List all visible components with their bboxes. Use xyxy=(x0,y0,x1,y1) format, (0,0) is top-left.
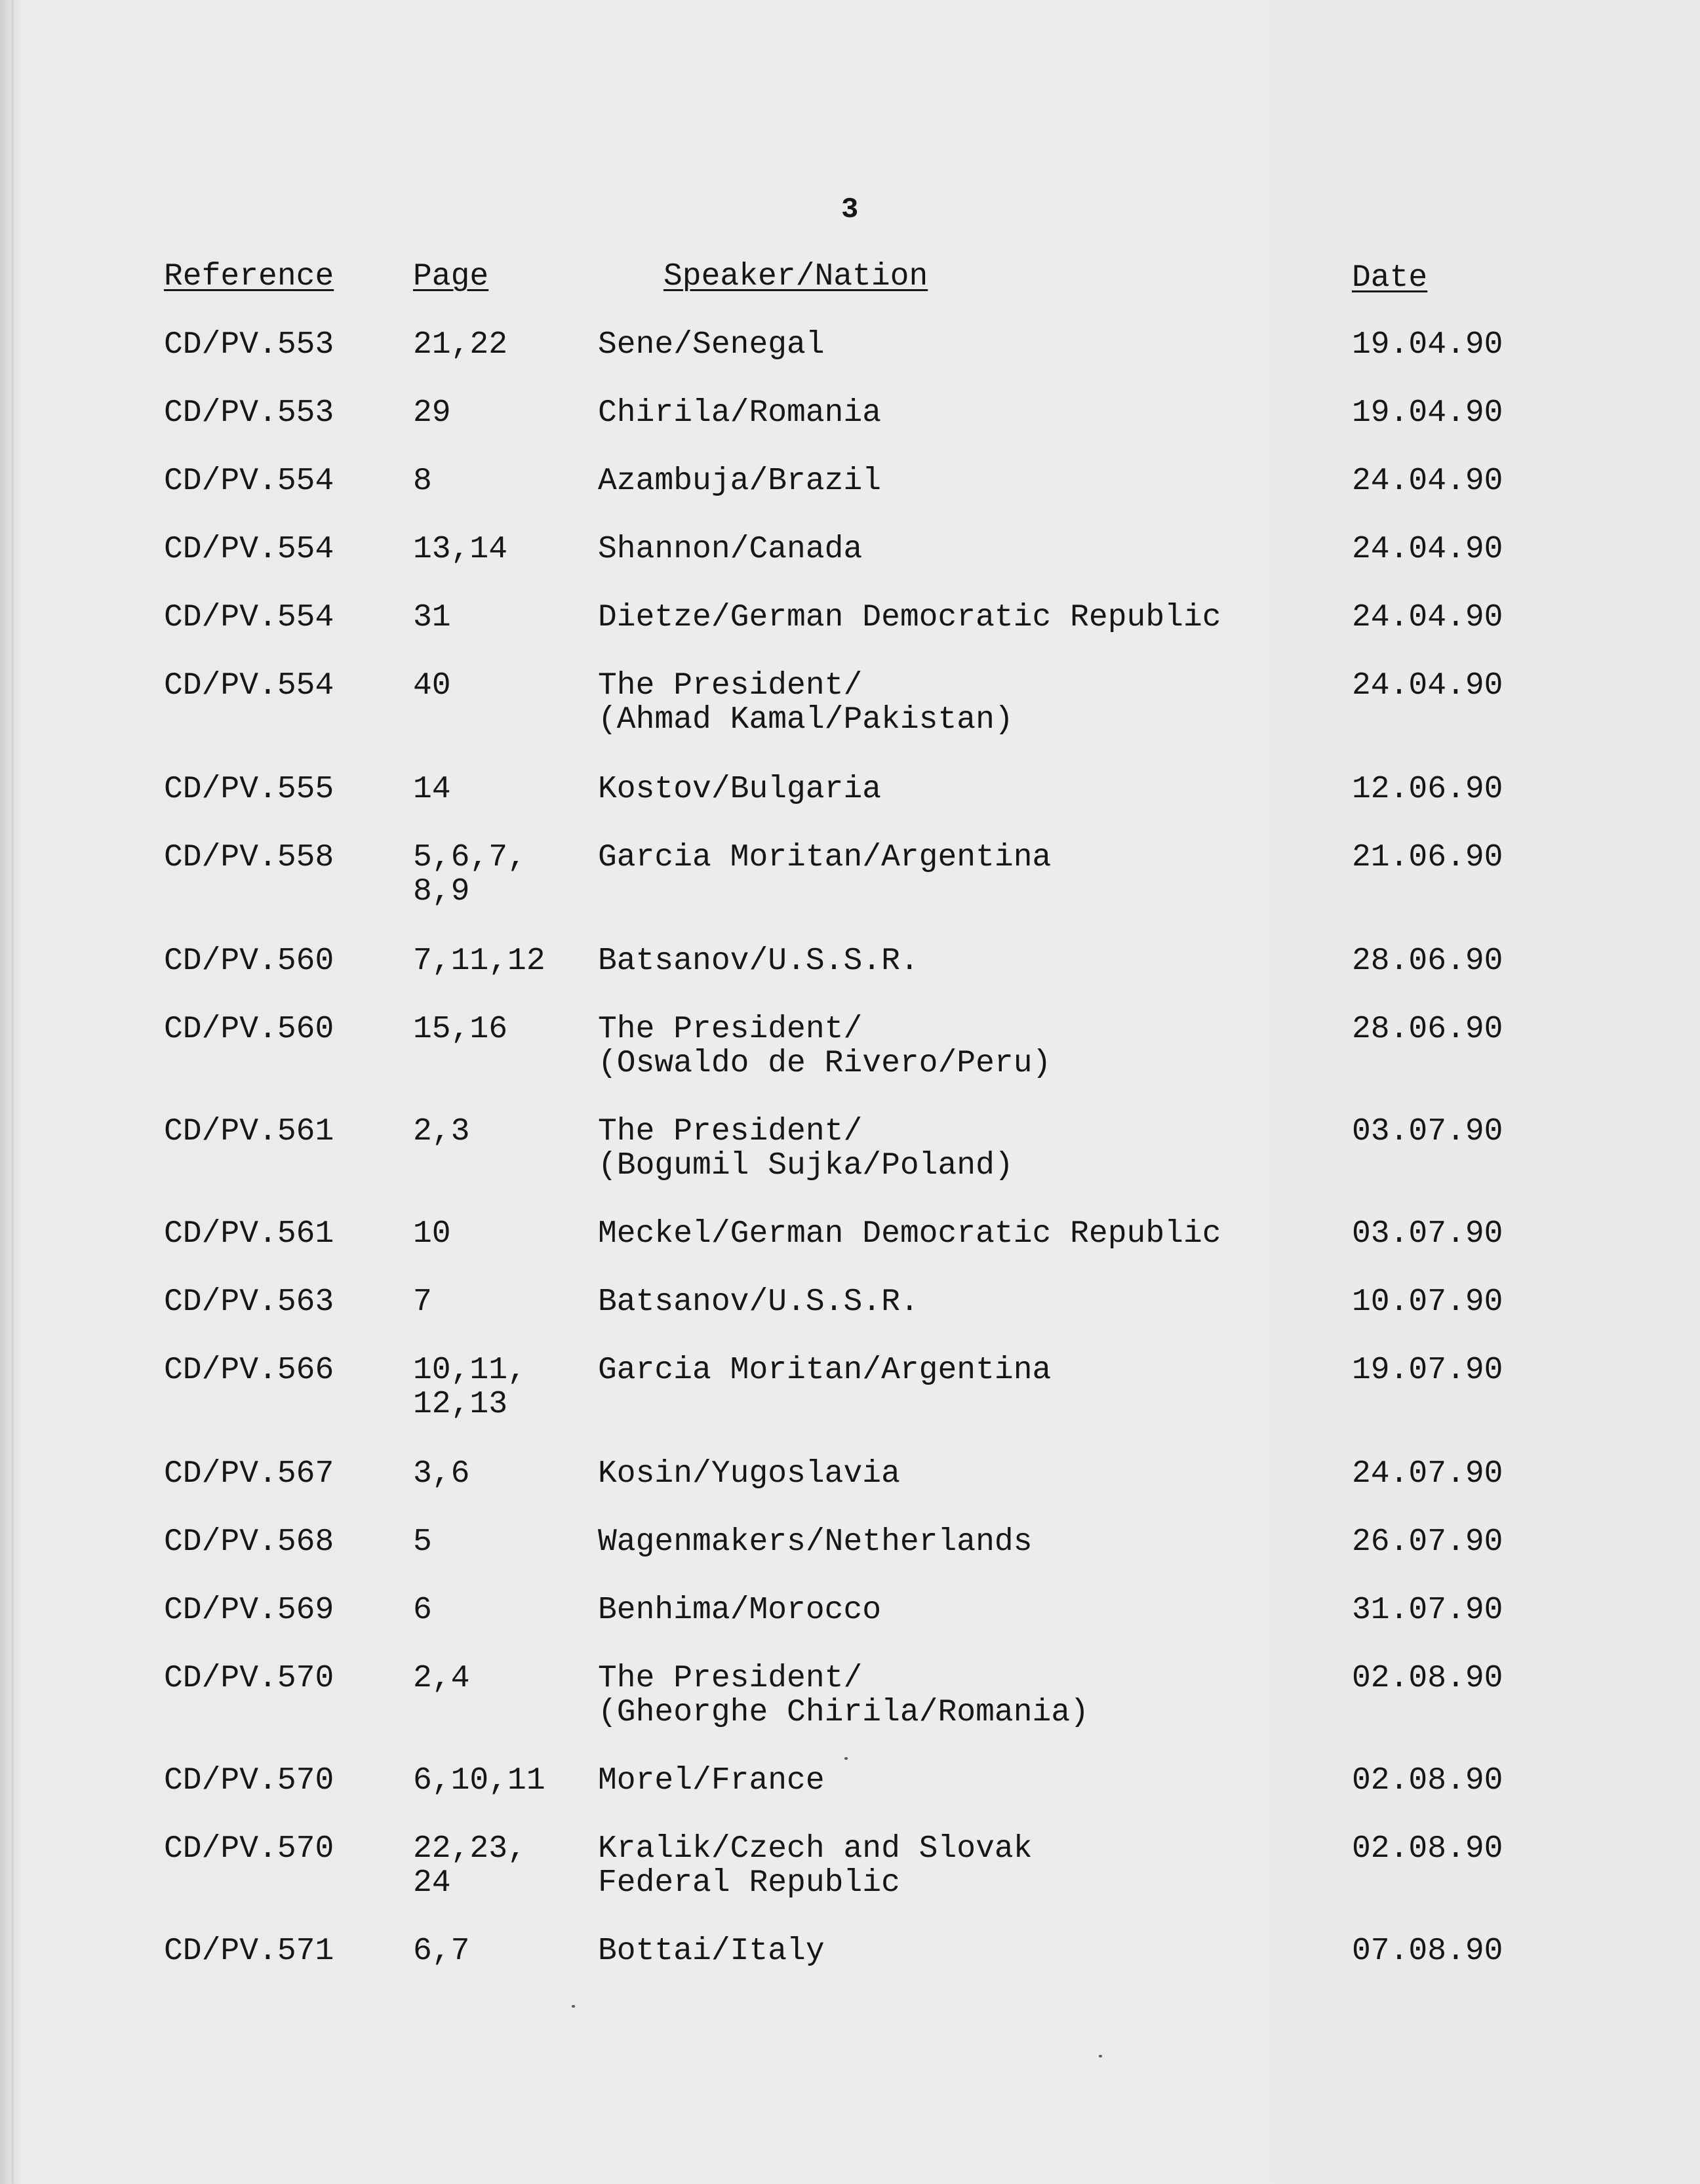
page-cell-line: 24 xyxy=(413,1865,451,1901)
page-cell-line: 6,7 xyxy=(413,1934,470,1969)
date-cell: 28.06.90 xyxy=(1352,943,1503,979)
page-cell xyxy=(413,1593,432,1627)
date-cell: 24.07.90 xyxy=(1352,1456,1503,1492)
page-cell xyxy=(413,1012,507,1046)
page-cell xyxy=(413,1353,526,1421)
page-cell xyxy=(413,396,451,430)
speaker-nation-cell-line: Benhima/Morocco xyxy=(598,1593,882,1628)
page-cell xyxy=(413,1525,432,1559)
date-cell: 24.04.90 xyxy=(1352,532,1503,567)
reference-cell: CD/PV.571 xyxy=(164,1934,334,1969)
header-speaker-nation: Speaker/Nation xyxy=(663,259,928,294)
speaker-nation-cell-line: Wagenmakers/Netherlands xyxy=(598,1524,1033,1560)
reference-cell: CD/PV.561 xyxy=(164,1216,334,1252)
page-cell-line: 6 xyxy=(413,1593,432,1628)
speaker-nation-cell xyxy=(598,601,1221,635)
date-cell: 07.08.90 xyxy=(1352,1934,1503,1969)
reference-cell: CD/PV.566 xyxy=(164,1353,334,1388)
page-cell-line: 3,6 xyxy=(413,1456,470,1492)
page-cell xyxy=(413,1934,469,1968)
page-cell-line: 2,3 xyxy=(413,1114,470,1149)
reference-cell: CD/PV.568 xyxy=(164,1524,334,1560)
date-cell: 24.04.90 xyxy=(1352,668,1503,704)
page-cell xyxy=(413,1285,432,1319)
page-cell xyxy=(413,772,451,806)
reference-cell: CD/PV.569 xyxy=(164,1593,334,1628)
page-cell xyxy=(413,841,526,909)
speaker-nation-cell xyxy=(598,772,881,806)
page-cell-line: 29 xyxy=(413,395,451,431)
page-cell-line: 31 xyxy=(413,600,451,635)
reference-cell: CD/PV.570 xyxy=(164,1763,334,1798)
page-cell xyxy=(413,1217,451,1251)
page-cell-line: 15,16 xyxy=(413,1012,508,1047)
page-cell xyxy=(413,532,507,566)
page-cell-line: 22,23, xyxy=(413,1831,526,1867)
speaker-nation-cell-line: The President/ xyxy=(598,1012,863,1047)
page-cell xyxy=(413,1457,469,1491)
page-cell-line: 6,10,11 xyxy=(413,1763,545,1798)
speaker-nation-cell-line: The President/ xyxy=(598,668,863,704)
page-cell xyxy=(413,328,507,362)
reference-cell: CD/PV.555 xyxy=(164,772,334,807)
date-cell: 12.06.90 xyxy=(1352,772,1503,807)
page-cell xyxy=(413,1661,469,1696)
speaker-nation-cell xyxy=(598,1353,1051,1387)
page-cell-line: 8,9 xyxy=(413,874,470,909)
speaker-nation-cell-line: Meckel/German Democratic Republic xyxy=(598,1216,1221,1252)
reference-cell: CD/PV.553 xyxy=(164,395,334,431)
scan-speck xyxy=(1099,2055,1102,2057)
speaker-nation-cell xyxy=(598,1593,881,1627)
speaker-nation-cell xyxy=(598,1764,825,1798)
date-cell: 31.07.90 xyxy=(1352,1593,1503,1628)
speaker-nation-cell xyxy=(598,1012,1051,1081)
header-reference: Reference xyxy=(164,259,334,294)
reference-cell: CD/PV.554 xyxy=(164,464,334,499)
speaker-nation-cell xyxy=(598,1934,825,1968)
page-cell xyxy=(413,601,451,635)
speaker-nation-cell xyxy=(598,1115,1014,1183)
speaker-nation-cell-line: Chirila/Romania xyxy=(598,395,882,431)
speaker-nation-cell-line: (Bogumil Sujka/Poland) xyxy=(598,1148,1014,1183)
date-cell: 02.08.90 xyxy=(1352,1661,1503,1696)
reference-cell: CD/PV.570 xyxy=(164,1661,334,1696)
speaker-nation-cell xyxy=(598,841,1051,875)
speaker-nation-cell-line: (Oswaldo de Rivero/Peru) xyxy=(598,1046,1052,1081)
date-cell: 10.07.90 xyxy=(1352,1284,1503,1320)
page-cell-line: 7 xyxy=(413,1284,432,1320)
page-cell xyxy=(413,1764,545,1798)
speaker-nation-cell xyxy=(598,532,862,566)
speaker-nation-cell-line: Dietze/German Democratic Republic xyxy=(598,600,1221,635)
page-number: 3 xyxy=(841,193,859,226)
header-page: Page xyxy=(413,259,489,294)
reference-cell: CD/PV.558 xyxy=(164,840,334,875)
speaker-nation-cell xyxy=(598,944,919,978)
page-cell-line: 5,6,7, xyxy=(413,840,526,875)
reference-cell: CD/PV.570 xyxy=(164,1831,334,1867)
reference-cell: CD/PV.560 xyxy=(164,1012,334,1047)
page-cell-line: 2,4 xyxy=(413,1661,470,1696)
date-cell: 24.04.90 xyxy=(1352,600,1503,635)
speaker-nation-cell-line: Azambuja/Brazil xyxy=(598,464,882,499)
date-cell: 24.04.90 xyxy=(1352,464,1503,499)
page-cell xyxy=(413,669,451,703)
speaker-nation-cell-line: Kostov/Bulgaria xyxy=(598,772,882,807)
page-cell-line: 5 xyxy=(413,1524,432,1560)
reference-cell: CD/PV.554 xyxy=(164,600,334,635)
date-cell: 21.06.90 xyxy=(1352,840,1503,875)
date-cell: 26.07.90 xyxy=(1352,1524,1503,1560)
speaker-nation-cell xyxy=(598,464,881,498)
date-cell: 19.07.90 xyxy=(1352,1353,1503,1388)
date-cell: 28.06.90 xyxy=(1352,1012,1503,1047)
header-date: Date xyxy=(1352,260,1428,296)
speaker-nation-cell-line: Federal Republic xyxy=(598,1865,900,1901)
page-spine-edge xyxy=(12,0,14,2184)
date-cell: 19.04.90 xyxy=(1352,395,1503,431)
page-cell xyxy=(413,464,432,498)
speaker-nation-cell-line: The President/ xyxy=(598,1661,863,1696)
page-cell xyxy=(413,944,545,978)
speaker-nation-cell-line: Bottai/Italy xyxy=(598,1934,825,1969)
reference-cell: CD/PV.554 xyxy=(164,532,334,567)
speaker-nation-cell-line: Shannon/Canada xyxy=(598,532,863,567)
speaker-nation-cell-line: Morel/France xyxy=(598,1763,825,1798)
speaker-nation-cell-line: Kralik/Czech and Slovak xyxy=(598,1831,1033,1867)
scan-speck xyxy=(844,1757,848,1760)
speaker-nation-cell xyxy=(598,396,881,430)
page-cell xyxy=(413,1832,526,1900)
page-cell-line: 7,11,12 xyxy=(413,943,545,979)
speaker-nation-cell xyxy=(598,1217,1221,1251)
page-cell-line: 10,11, xyxy=(413,1353,526,1388)
speaker-nation-cell xyxy=(598,1832,1033,1900)
page-cell-line: 13,14 xyxy=(413,532,508,567)
speaker-nation-cell-line: Garcia Moritan/Argentina xyxy=(598,1353,1052,1388)
reference-cell: CD/PV.561 xyxy=(164,1114,334,1149)
speaker-nation-cell-line: Garcia Moritan/Argentina xyxy=(598,840,1052,875)
speaker-nation-cell-line: (Ahmad Kamal/Pakistan) xyxy=(598,702,1014,738)
date-cell: 03.07.90 xyxy=(1352,1114,1503,1149)
date-cell: 03.07.90 xyxy=(1352,1216,1503,1252)
reference-cell: CD/PV.553 xyxy=(164,327,334,363)
scan-speck xyxy=(572,2005,575,2008)
speaker-nation-cell-line: Batsanov/U.S.S.R. xyxy=(598,1284,919,1320)
page-cell-line: 10 xyxy=(413,1216,451,1252)
speaker-nation-cell xyxy=(598,1457,900,1491)
speaker-nation-cell-line: Batsanov/U.S.S.R. xyxy=(598,943,919,979)
page-cell-line: 14 xyxy=(413,772,451,807)
speaker-nation-cell-line: (Gheorghe Chirila/Romania) xyxy=(598,1695,1089,1730)
speaker-nation-cell xyxy=(598,1285,919,1319)
reference-cell: CD/PV.563 xyxy=(164,1284,334,1320)
reference-cell: CD/PV.554 xyxy=(164,668,334,704)
page-cell-line: 8 xyxy=(413,464,432,499)
speaker-nation-cell-line: Sene/Senegal xyxy=(598,327,825,363)
date-cell: 02.08.90 xyxy=(1352,1831,1503,1867)
page-cell-line: 40 xyxy=(413,668,451,704)
date-cell: 19.04.90 xyxy=(1352,327,1503,363)
page-cell-line: 21,22 xyxy=(413,327,508,363)
page-cell xyxy=(413,1115,469,1149)
date-cell: 02.08.90 xyxy=(1352,1763,1503,1798)
speaker-nation-cell xyxy=(598,1525,1033,1559)
speaker-nation-cell-line: Kosin/Yugoslavia xyxy=(598,1456,900,1492)
speaker-nation-cell-line: The President/ xyxy=(598,1114,863,1149)
speaker-nation-cell xyxy=(598,669,1014,737)
speaker-nation-cell xyxy=(598,328,825,362)
reference-cell: CD/PV.560 xyxy=(164,943,334,979)
speaker-nation-cell xyxy=(598,1661,1089,1730)
reference-cell: CD/PV.567 xyxy=(164,1456,334,1492)
page-cell-line: 12,13 xyxy=(413,1387,508,1422)
